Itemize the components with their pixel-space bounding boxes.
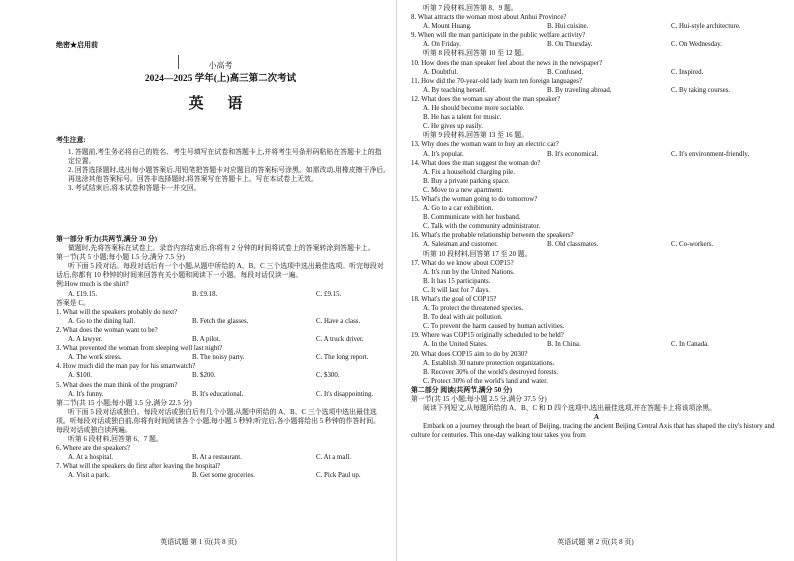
sec2-intro: 听下面 5 段对话或独白。每段对话或独白后有几个小题,从题中所给的 A、B、C 三个选项中选出最佳选项。听每段对话或独白前,你将有时间阅读各个小题,每小题 5 秒钟;听完后,各小题将给出 5 秒钟的作答时间。每段对话或独白读两遍。: [56, 408, 381, 434]
example-question: 例:How much is the shirt?: [56, 281, 129, 289]
option: C. Hui-style architecture.: [671, 23, 741, 31]
option: A. At a hospital.: [68, 454, 113, 462]
option: B. Hui cuisine.: [547, 23, 589, 31]
material-label: 听第 10 段材料,回答第 17 至 20 题。: [423, 250, 532, 258]
page-footer: 英语试题 第 1 页(共 8 页): [160, 538, 237, 546]
question-options: [411, 22, 782, 31]
example-options: [56, 290, 385, 299]
material-label: 听第 8 段材料,回答第 10 至 12 题。: [423, 50, 529, 58]
option: A. $100.: [68, 372, 92, 380]
question: 17. What do we know about COP15?: [411, 259, 514, 267]
option: C. By taking courses.: [671, 86, 731, 94]
option: B. Fetch the glasses.: [192, 317, 249, 325]
question-options: [411, 340, 782, 349]
option-line: [411, 286, 782, 295]
example-answer: 答案是 C。: [56, 299, 90, 307]
passage-text: Embark on a journey through the heart of Beijing, tracing the ancient Beijing Central Axis that has shaped the city's history and culture for centuries. This one-day walking tour takes you from: [411, 423, 775, 440]
option: A. To protect the threatened species.: [423, 305, 524, 313]
option-line: [411, 113, 782, 122]
material-label: 听第 7 段材料,回答第 8、9 题。: [423, 5, 518, 12]
note-item: 1. 答题前,考生务必将自己的姓名、考生号填写在试卷和答题卡上,并将考生号条形码粘贴在答题卡上的指定位置。: [68, 149, 382, 166]
option: B. Recover 30% of the world's destroyed forests.: [423, 368, 559, 376]
question-options: [411, 86, 782, 95]
option: C. On Wednesday.: [671, 41, 722, 49]
question: 5. What does the man think of the program?: [56, 381, 178, 389]
option: A. Doubtful.: [423, 68, 459, 76]
option: A. Salesman and customer.: [423, 241, 498, 249]
option-line: [411, 213, 782, 222]
option-line: [411, 104, 782, 113]
question-options: [56, 471, 385, 480]
question: 2. What does the woman want to be?: [56, 326, 158, 334]
note-item: 2. 回答选择题时,选出每小题答案后,用铅笔把答题卡对应题目的答案标号涂黑。如需改动,用橡皮擦干净后,再选涂其他答案标号。回答非选择题时,将答案写在答题卡上。写在本试卷上无效。: [68, 167, 385, 184]
option: B. A pilot.: [192, 336, 221, 344]
question-options: [411, 150, 782, 159]
option-line: [411, 368, 782, 377]
question: 12. What does the woman say about the man speaker?: [411, 95, 561, 103]
question-options: [411, 240, 782, 249]
question: 13. Why does the woman want to buy an electric car?: [411, 141, 559, 149]
school-name: 小高考: [208, 61, 233, 70]
sec1-title: 第一节(共 5 小题;每小题 1.5 分,满分 7.5 分): [56, 254, 185, 262]
option: A. Visit a park.: [68, 472, 110, 480]
option: A. Go to the dining hall.: [68, 317, 136, 325]
question-options: [56, 453, 385, 462]
option: B. At a restaurant.: [192, 454, 242, 462]
option: C. Move to a new apartment.: [423, 186, 504, 194]
option: B. In China.: [547, 341, 581, 349]
passage-label: A: [594, 414, 599, 422]
question: 14. What does the man suggest the woman do?: [411, 159, 541, 167]
option: C. $300.: [316, 372, 340, 380]
option: B. It's economical.: [547, 150, 599, 158]
question: 9. When will the man participate in the public welfare activity?: [411, 32, 586, 40]
material-label: 听第 9 段材料,回答第 13 至 16 题。: [423, 132, 529, 140]
sec2-title: 第二节(共 15 小题;每小题 1.5 分,满分 22.5 分): [56, 399, 192, 407]
option: B. £9.18.: [192, 290, 218, 298]
option: B. He has a talent for music.: [423, 114, 502, 122]
question: 10. How does the man speaker feel about the news in the newspaper?: [411, 59, 603, 67]
option: C. Protect 30% of the world's land and water.: [423, 377, 548, 385]
option: C. At a mall.: [316, 454, 352, 462]
option: B. Get some groceries.: [192, 472, 255, 480]
option: A. £19.15.: [68, 290, 98, 298]
note-item: 3. 考试结束后,将本试卷和答题卡一并交回。: [68, 185, 201, 193]
option: A. It's popular.: [423, 150, 464, 158]
option: B. By traveling abroad.: [547, 86, 612, 94]
option: C. Have a class.: [316, 317, 361, 325]
option: A. He should become more sociable.: [423, 105, 525, 113]
option: A. By teaching herself.: [423, 86, 487, 94]
part1-title: 第一部分 听力(共两节,满分 30 分): [56, 236, 158, 243]
secret-label: 绝密★启用前: [56, 41, 98, 49]
notes-title: 考生注意:: [56, 137, 86, 144]
option-line: [411, 222, 782, 231]
subject-title: 英 语: [188, 96, 253, 112]
option: C. He gives up easily.: [423, 123, 484, 131]
option: B. It has 15 participants.: [423, 277, 491, 285]
sec1-intro: 听下面 5 段对话。每段对话后有一个小题,从题中所给的 A、B、C 三个选项中选出最佳选项。听完每段对话后,你都有 10 秒钟的时间来回答有关小题和阅读下一小题。每段对话仅读一遍。: [56, 263, 384, 280]
question: 3. What prevented the woman from sleeping well last night?: [56, 345, 223, 353]
question: 19. Where was COP15 originally scheduled to be held?: [411, 332, 564, 340]
part2-title: 第二部分 阅读(共两节,满分 50 分): [411, 386, 513, 394]
option: A. Go to a car exhibition.: [423, 205, 494, 213]
option: B. On Thursday.: [547, 41, 593, 49]
page-footer: 英语试题 第 2 页(共 8 页): [557, 538, 634, 546]
option: A. Establish 30 nature protection organizations.: [423, 359, 555, 367]
option-line: [411, 322, 782, 331]
listening-section-cont: [411, 4, 782, 441]
option-line: [411, 168, 782, 177]
option: C. Inspired.: [671, 68, 704, 76]
option: B. Old classmates.: [547, 241, 599, 249]
part1-intro: 做题时,先将答案标在试卷上。录音内容结束后,你将有 2 分钟的时间将试卷上的答案转涂到答题卡上。: [68, 245, 375, 253]
option: B. The noisy party.: [192, 354, 245, 362]
part2-intro: 阅读下列短文,从每题所给的 A、B、C 和 D 四个选项中,选出最佳选项,并在答题卡上将该项涂黑。: [423, 405, 717, 413]
option-line: [411, 359, 782, 368]
question-options: [56, 371, 385, 380]
option: C. £9.15.: [316, 290, 342, 298]
option-line: [411, 122, 782, 131]
listening-section: [56, 235, 385, 481]
option: A. It's funny.: [68, 390, 104, 398]
option: C. It's disappointing.: [316, 390, 374, 398]
question-options: [56, 390, 385, 399]
exam-notes: [56, 136, 385, 194]
question: 15. What's the woman going to do tomorrow?: [411, 195, 538, 203]
option: C. Talk with the community administrator.: [423, 223, 541, 231]
option: A. Fix a household charging pile.: [423, 168, 515, 176]
option: B. To deal with air pollution.: [423, 314, 503, 322]
option-line: [411, 377, 782, 386]
option: A. On Friday.: [423, 41, 461, 49]
question: 4. How much did the man pay for his smartwatch?: [56, 363, 196, 371]
option: C. It's environment-friendly.: [671, 150, 750, 158]
question: 6. Where are the speakers?: [56, 445, 130, 453]
option: C. Co-workers.: [671, 241, 714, 249]
exam-header: [56, 60, 385, 116]
option: C. A truck driver.: [316, 336, 364, 344]
option: C. In Canada.: [671, 341, 709, 349]
option: A. Mount Huang.: [423, 23, 472, 31]
option: B. Communicate with her husband.: [423, 214, 521, 222]
option: C. Pick Paul up.: [316, 472, 361, 480]
question-options: [411, 68, 782, 77]
question: 7. What will the speakers do first after leaving the hospital?: [56, 463, 221, 471]
option: C. The long report.: [316, 354, 369, 362]
question: 18. What's the goal of COP15?: [411, 296, 497, 303]
option-line: [411, 204, 782, 213]
option: C. It will last for 7 days.: [423, 286, 490, 294]
exam-title: 2024—2025 学年(上)高三第二次考试: [144, 74, 297, 84]
option: A. A lawyer.: [68, 336, 103, 344]
material-label: 听第 6 段材料,回答第 6、7 题。: [68, 436, 163, 444]
option: B. Confused.: [547, 68, 584, 76]
option-line: [411, 177, 782, 186]
question: 20. What does COP15 aim to do by 2030?: [411, 350, 528, 358]
option: A. The work stress.: [68, 354, 122, 362]
part2-sec1-title: 第一节(共 15 小题;每小题 2.5 分,满分 37.5 分): [411, 396, 547, 404]
option: B. $200.: [192, 372, 216, 380]
question: 11. How did the 70-year-old lady learn ten foreign languages?: [411, 77, 583, 85]
option: A. In the United States.: [423, 341, 488, 349]
option: A. It's run by the United Nations.: [423, 268, 515, 276]
option-line: [411, 186, 782, 195]
question-options: [411, 40, 782, 49]
option: C. To prevent the harm caused by human activities.: [423, 323, 565, 331]
page-right: [397, 0, 794, 561]
question-options: [56, 317, 385, 326]
question-options: [56, 353, 385, 362]
question: 16. What's the probable relationship between the speakers?: [411, 232, 574, 240]
question: 1. What will the speakers probably do next?: [56, 308, 178, 316]
question-options: [56, 335, 385, 344]
option-line: [411, 304, 782, 313]
option-line: [411, 268, 782, 277]
question: 8. What attracts the woman most about Anhui Province?: [411, 14, 567, 22]
option-line: [411, 277, 782, 286]
option: B. It's educational.: [192, 390, 244, 398]
option: B. Buy a private parking space.: [423, 177, 510, 185]
option-line: [411, 313, 782, 322]
